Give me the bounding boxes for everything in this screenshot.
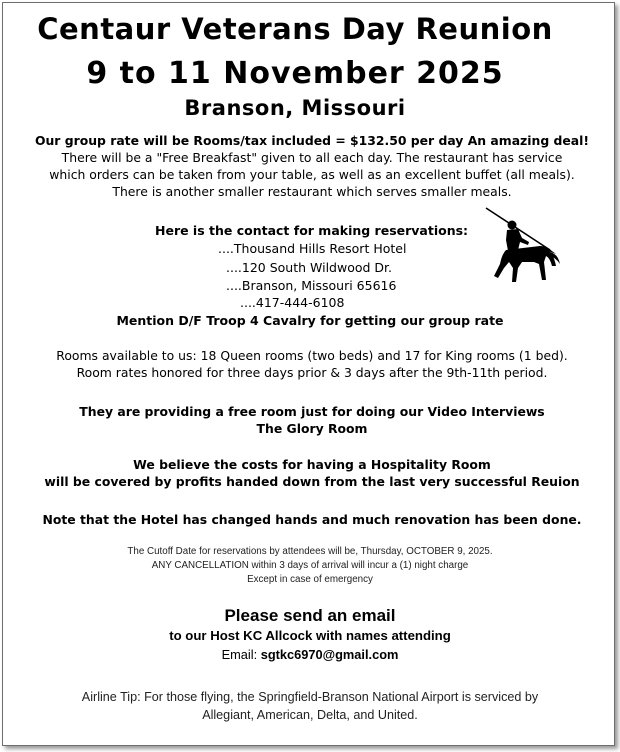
cutoff-line-1: The Cutoff Date for reservations by attendees will be, Thursday, OCTOBER 9, 2025. [127,546,493,557]
group-rate-mention: Mention D/F Troop 4 Cavalry for getting our group rate [116,313,504,328]
hospitality-block [16,456,608,490]
email-address-link[interactable]: sgtkc6970@gmail.com [260,647,399,662]
event-location: Branson, Missouri [184,96,406,120]
airline-tip-line-2: Allegiant, American, Delta, and United. [202,708,418,722]
hotel-note: Note that the Hotel has changed hands and much renovation has been done. [42,512,582,527]
airline-tip [50,688,570,724]
rooms-line-1: Rooms available to us: 18 Queen rooms (two beds) and 17 for King rooms (1 bed). [56,348,568,363]
event-title: Centaur Veterans Day Reunion [37,12,553,46]
breakfast-line-1: There will be a "Free Breakfast" given to all each day. The restaurant has service [61,150,563,165]
email-line [0,647,620,662]
centaur-logo-icon [482,206,562,284]
breakfast-line-2: which orders can be taken from your table, as well as an excellent buffet (all meals). [49,167,575,182]
hotel-street: ....120 South Wildwood Dr. [226,260,393,275]
rate-line: Our group rate will be Rooms/tax included = $132.50 per day An amazing deal! [34,133,590,148]
rooms-block [16,347,608,381]
intro-block [16,132,608,200]
rooms-line-2: Room rates honored for three days prior & 3 days after the 9th-11th period. [76,365,548,380]
email-subheading: to our Host KC Allcock with names attending [169,628,451,643]
hospitality-line-1: We believe the costs for having a Hospitality Room [133,457,491,472]
reservations-heading: Here is the contact for making reservations: [155,223,469,238]
free-room-block [16,403,608,437]
email-heading: Please send an email [224,606,396,625]
hotel-city: ....Branson, Missouri 65616 [226,278,397,293]
free-room-line-1: They are providing a free room just for doing our Video Interviews [79,404,545,419]
cutoff-line-3: Except in case of emergency [247,574,373,585]
cutoff-line-2: ANY CANCELLATION within 3 days of arrival will incur a (1) night charge [151,560,469,571]
hotel-phone: ....417-444-6108 [240,295,345,310]
airline-tip-line-1: Airline Tip: For those flying, the Springfield-Branson National Airport is serviced by [81,690,539,704]
breakfast-line-3: There is another smaller restaurant which serves smaller meals. [112,184,512,199]
event-dates: 9 to 11 November 2025 [86,56,504,91]
hotel-name: ....Thousand Hills Resort Hotel [218,241,407,256]
free-room-line-2: The Glory Room [256,421,368,436]
hospitality-line-2: will be covered by profits handed down from the last very successful Reuion [44,474,580,489]
email-label: Email: [221,647,261,662]
